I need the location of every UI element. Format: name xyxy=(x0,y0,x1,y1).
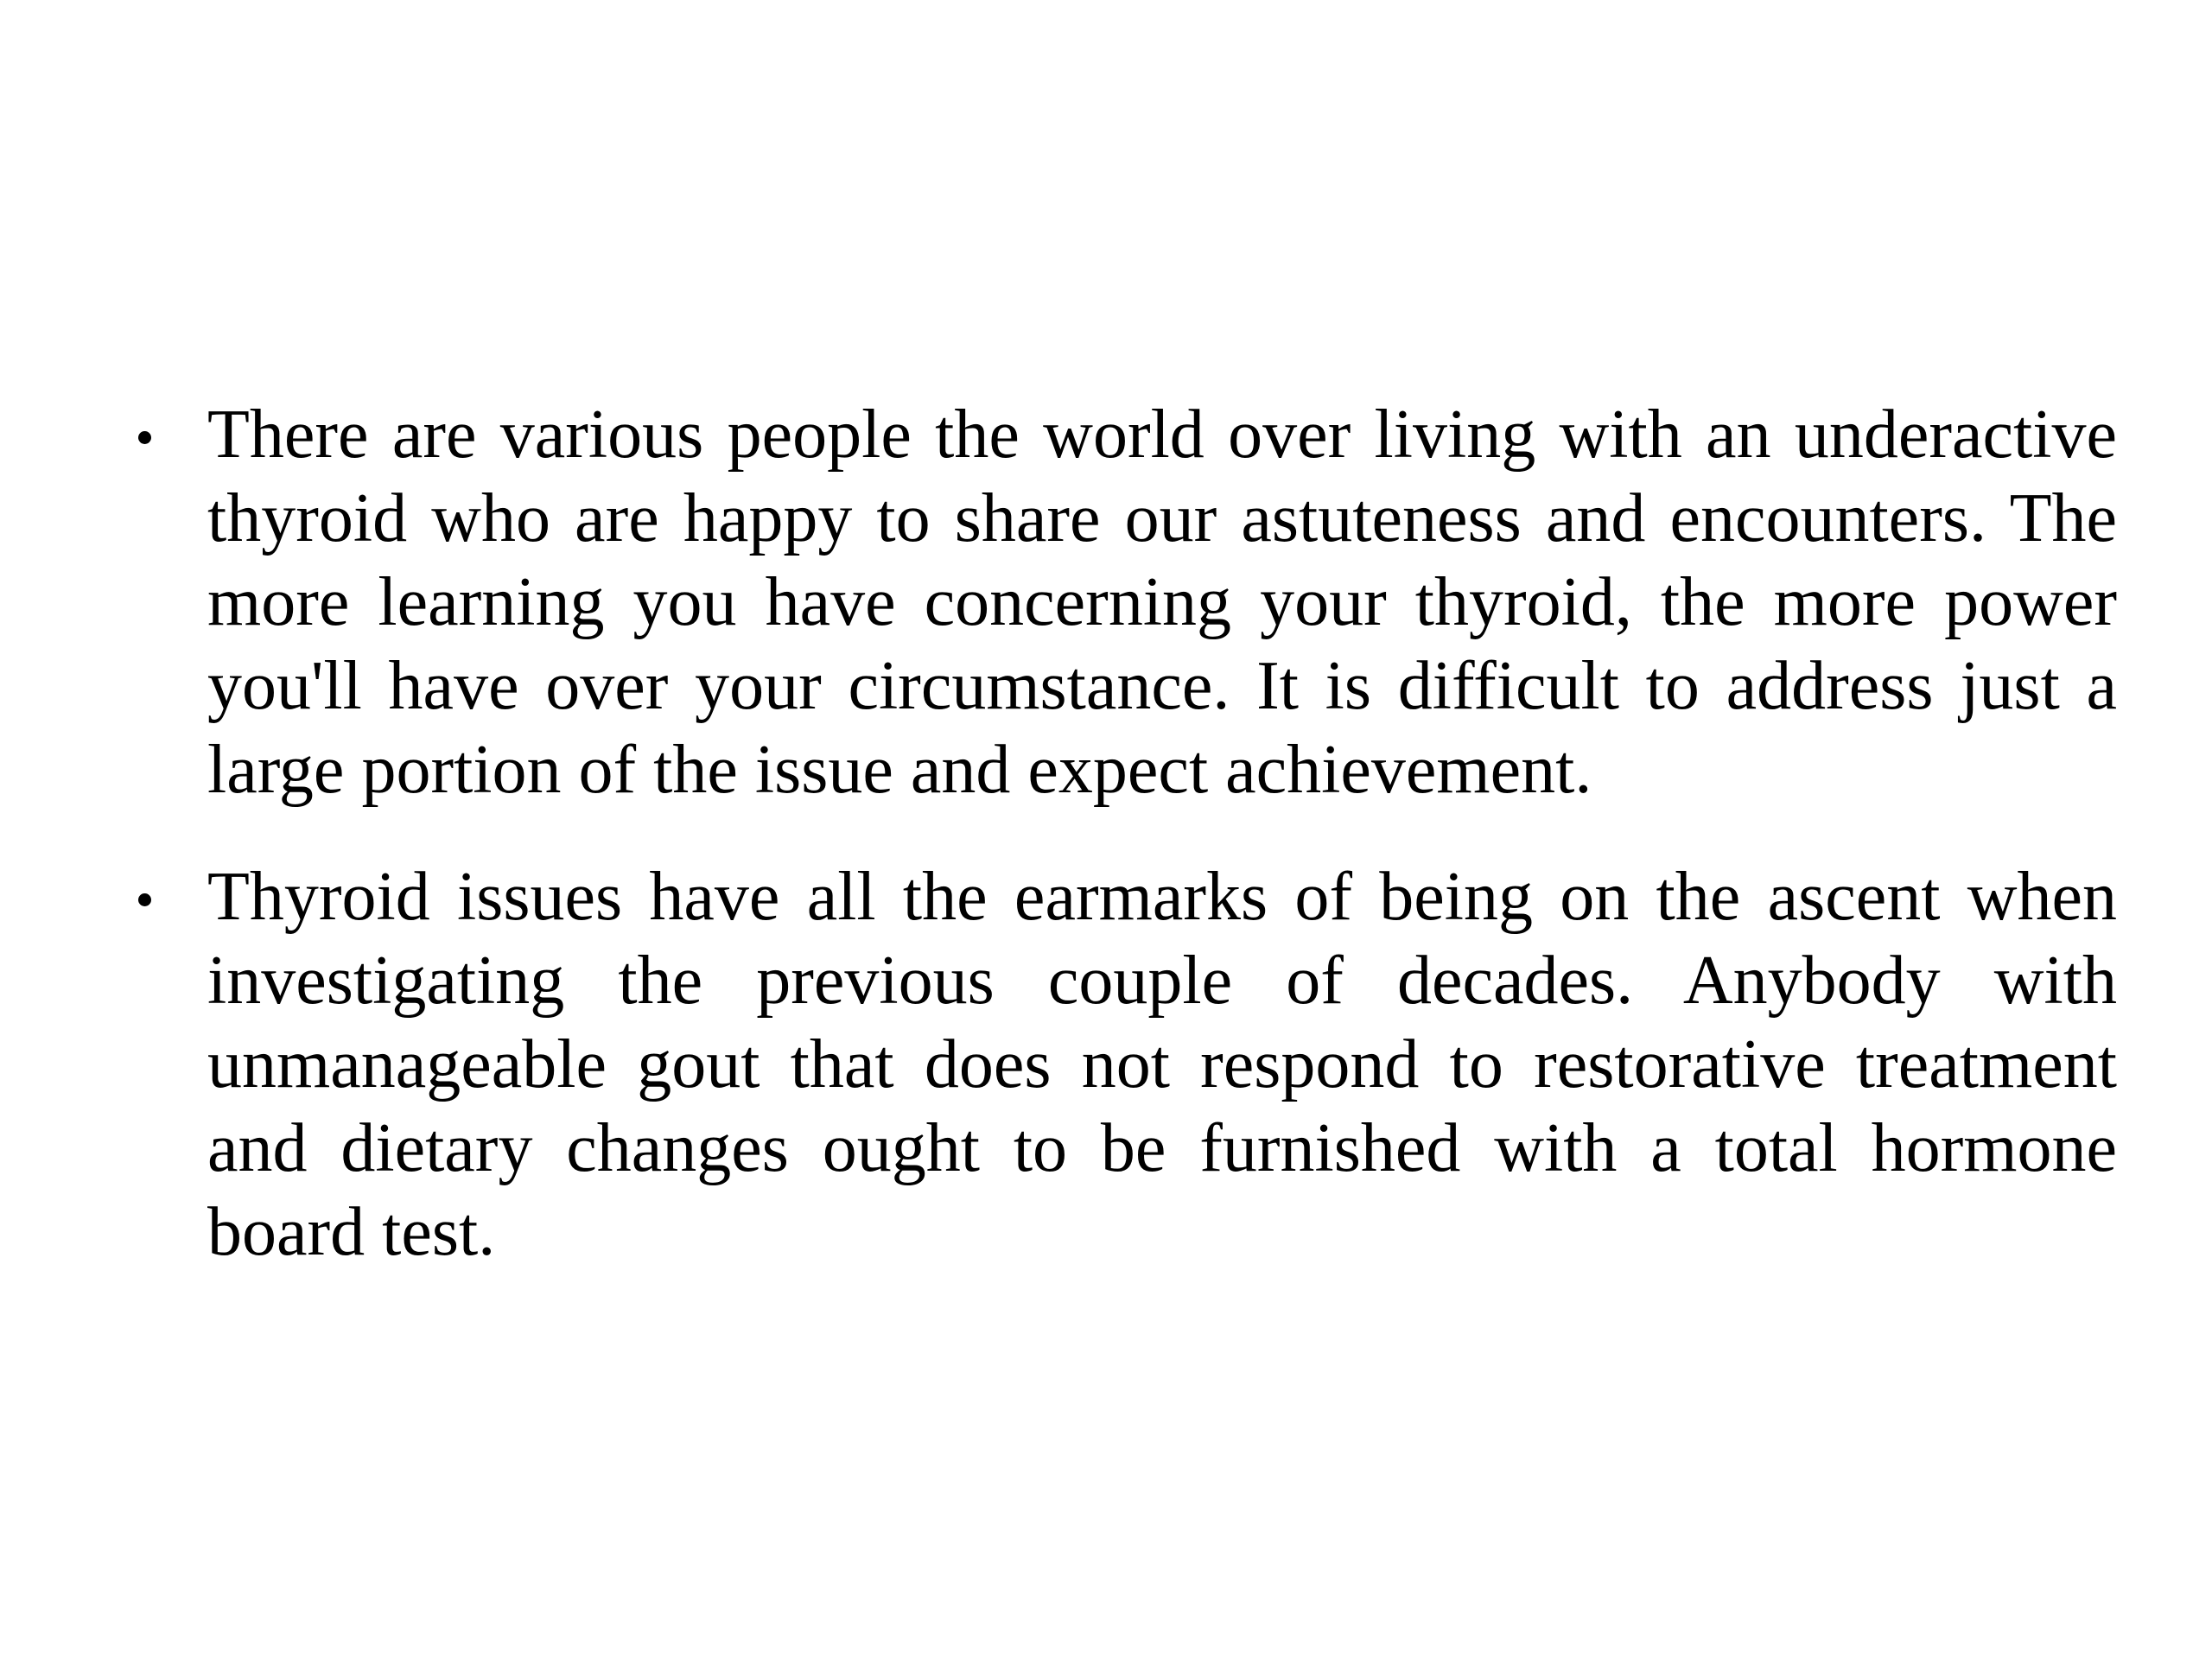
bullet-dot-icon xyxy=(138,893,151,906)
bullet-dot-icon xyxy=(138,431,151,444)
bullet-text: There are various people the world over living with an underactive thyroid who are happy to share our astuteness and encounters. The more learning you have concerning your thyroid, the more power you'll have over your circumstance. It is difficult to address just a large portion of the issue and expect achievement. xyxy=(207,397,2117,808)
bullet-text: Thyroid issues have all the earmarks of being on the ascent when investigating the previous couple of decades. Anybody with unmanageable gout that does not respond to restorative treatment and dietary changes ought to be furnished with a total hormone board test. xyxy=(207,859,2117,1270)
bullet-item xyxy=(121,393,2117,812)
bullet-item xyxy=(121,855,2117,1274)
bullet-list xyxy=(121,393,2117,1274)
